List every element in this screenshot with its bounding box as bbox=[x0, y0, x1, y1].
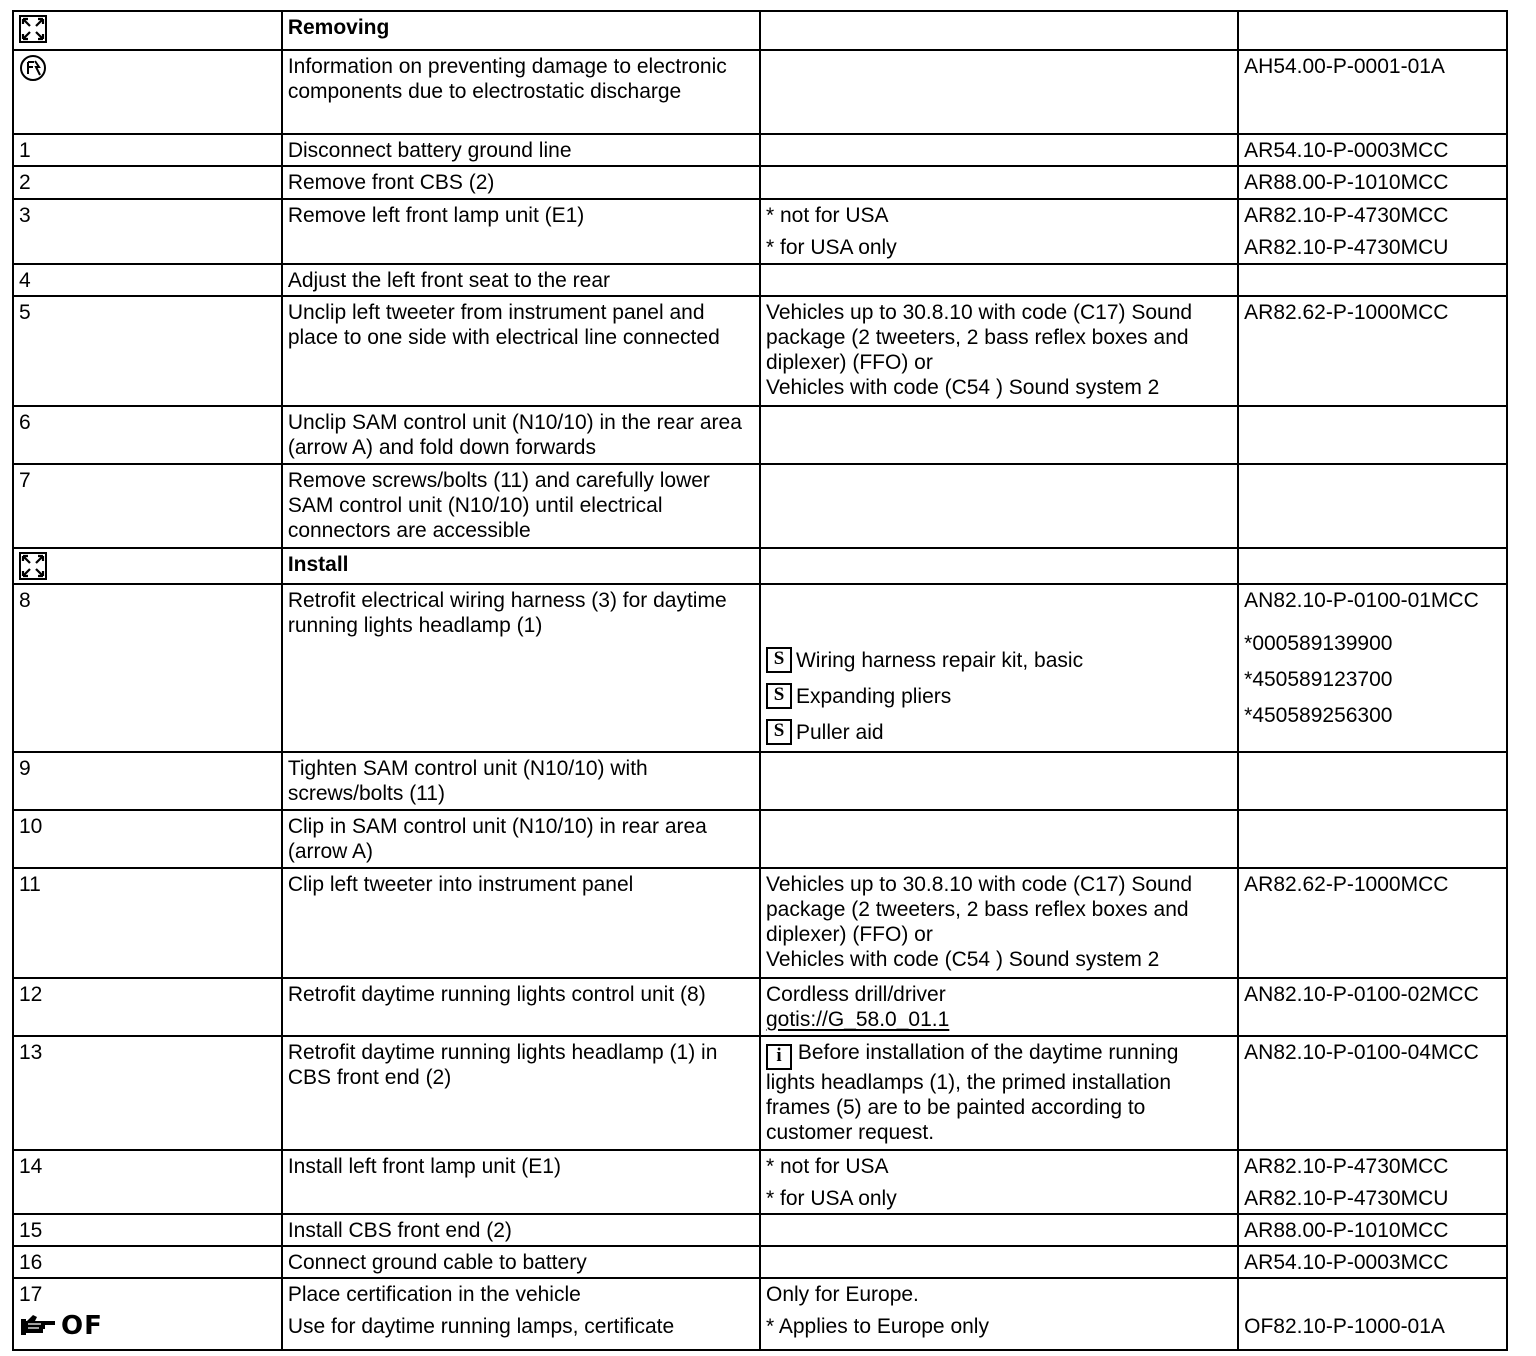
step-note: * not for USA bbox=[765, 1155, 889, 1178]
step-number: 11 bbox=[13, 868, 282, 978]
reference-code[interactable]: AN82.10-P-0100-02MCC bbox=[1238, 978, 1507, 1036]
info-icon: i bbox=[766, 1044, 792, 1070]
tool-item[interactable] bbox=[766, 637, 1232, 673]
step-note: Vehicles with code (C54 ) Sound system 2 bbox=[765, 948, 1160, 971]
step-note: * Applies to Europe only bbox=[765, 1315, 989, 1338]
expand-arrows-icon bbox=[19, 15, 47, 43]
tool-name: Puller aid bbox=[795, 721, 884, 744]
step-number: 13 bbox=[13, 1036, 282, 1150]
step-description: Use for daytime running lamps, certificate bbox=[287, 1315, 675, 1338]
step-note: Vehicles up to 30.8.10 with code (C17) Sound package (2 tweeters, 2 bass reflex boxes and diplexer) (FFO) or bbox=[765, 301, 1193, 374]
step-note: Vehicles with code (C54 ) Sound system 2 bbox=[765, 376, 1160, 399]
reference-code[interactable]: AH54.00-P-0001-01A bbox=[1238, 50, 1507, 134]
section-row-removing bbox=[13, 11, 1507, 50]
reference-code[interactable]: AR54.10-P-0003MCC bbox=[1238, 1246, 1507, 1278]
step-description: Disconnect battery ground line bbox=[282, 134, 760, 166]
step-note: * for USA only bbox=[765, 236, 897, 259]
step-description: Remove left front lamp unit (E1) bbox=[282, 199, 760, 264]
pointing-hand-icon bbox=[19, 1310, 103, 1341]
table-row bbox=[13, 296, 1507, 406]
step-description: Remove front CBS (2) bbox=[282, 166, 760, 199]
table-row bbox=[13, 1246, 1507, 1278]
tool-item[interactable] bbox=[766, 673, 1232, 709]
step-number: 6 bbox=[13, 406, 282, 464]
step-note: * for USA only bbox=[765, 1187, 897, 1210]
step-number: 16 bbox=[13, 1246, 282, 1278]
step-description: Clip in SAM control unit (N10/10) in rear area (arrow A) bbox=[282, 810, 760, 868]
table-row bbox=[13, 584, 1507, 752]
table-row bbox=[13, 166, 1507, 199]
step-note: * not for USA bbox=[765, 204, 889, 227]
step-description: Retrofit daytime running lights headlamp (1) in CBS front end (2) bbox=[282, 1036, 760, 1150]
step-number: 8 bbox=[13, 584, 282, 752]
table-row bbox=[13, 464, 1507, 548]
tool-code[interactable]: *000589139900 bbox=[1244, 632, 1393, 655]
step-number: 10 bbox=[13, 810, 282, 868]
step-description: Remove screws/bolts (11) and carefully lower SAM control unit (N10/10) until electrical connectors are accessible bbox=[282, 464, 760, 548]
section-heading: Install bbox=[282, 548, 760, 584]
table-row bbox=[13, 978, 1507, 1036]
section-icon-cell bbox=[13, 548, 282, 584]
table-row bbox=[13, 264, 1507, 296]
step-number: 2 bbox=[13, 166, 282, 199]
reference-code[interactable]: AN82.10-P-0100-01MCC bbox=[1244, 589, 1479, 612]
tool-code[interactable]: *450589256300 bbox=[1244, 704, 1393, 727]
reference-code[interactable]: AR82.10-P-4730MCC bbox=[1244, 1155, 1449, 1178]
reference-code[interactable]: AR82.62-P-1000MCC bbox=[1238, 868, 1507, 978]
reference-code[interactable]: AN82.10-P-0100-04MCC bbox=[1238, 1036, 1507, 1150]
table-row bbox=[13, 1214, 1507, 1246]
table-row bbox=[13, 1036, 1507, 1150]
step-number: 17 bbox=[19, 1283, 43, 1306]
reference-code[interactable]: OF82.10-P-1000-01A bbox=[1244, 1315, 1445, 1338]
step-description: Tighten SAM control unit (N10/10) with screws/bolts (11) bbox=[282, 752, 760, 810]
step-description: Install CBS front end (2) bbox=[282, 1214, 760, 1246]
reference-code[interactable]: AR88.00-P-1010MCC bbox=[1238, 1214, 1507, 1246]
table-row bbox=[13, 752, 1507, 810]
table-row bbox=[13, 868, 1507, 978]
gotis-link[interactable]: gotis://G_58.0_01.1 bbox=[765, 1008, 950, 1031]
step-description: Retrofit daytime running lights control unit (8) bbox=[282, 978, 760, 1036]
reference-code[interactable]: AR54.10-P-0003MCC bbox=[1238, 134, 1507, 166]
table-row bbox=[13, 406, 1507, 464]
step-description: Unclip left tweeter from instrument panel and place to one side with electrical line connected bbox=[282, 296, 760, 406]
step-number: 12 bbox=[13, 978, 282, 1036]
step-number: 15 bbox=[13, 1214, 282, 1246]
step-number: 5 bbox=[13, 296, 282, 406]
table-row-esd bbox=[13, 50, 1507, 134]
step-description: Adjust the left front seat to the rear bbox=[282, 264, 760, 296]
expand-arrows-icon bbox=[19, 552, 47, 580]
step-description: Retrofit electrical wiring harness (3) for daytime running lights headlamp (1) bbox=[282, 584, 760, 752]
table-row bbox=[13, 134, 1507, 166]
step-description: Place certification in the vehicle bbox=[287, 1283, 581, 1306]
tool-name: Wiring harness repair kit, basic bbox=[795, 649, 1084, 672]
info-note: Before installation of the daytime running lights headlamps (1), the primed installation frames (5) are to be painted according to customer request. bbox=[765, 1041, 1179, 1144]
step-number: 7 bbox=[13, 464, 282, 548]
step-description: Unclip SAM control unit (N10/10) in the rear area (arrow A) and fold down forwards bbox=[282, 406, 760, 464]
step-number: 14 bbox=[13, 1150, 282, 1214]
section-icon-cell bbox=[13, 11, 282, 50]
special-tool-icon: S bbox=[766, 647, 792, 673]
hand-pointer-glyph bbox=[19, 1313, 59, 1339]
table-row bbox=[13, 199, 1507, 264]
reference-code[interactable]: AR88.00-P-1010MCC bbox=[1238, 166, 1507, 199]
step-description: Install left front lamp unit (E1) bbox=[282, 1150, 760, 1214]
step-description: Connect ground cable to battery bbox=[282, 1246, 760, 1278]
special-tool-icon: S bbox=[766, 683, 792, 709]
step-number: 4 bbox=[13, 264, 282, 296]
step-note: Cordless drill/driver bbox=[765, 983, 946, 1006]
tool-item[interactable] bbox=[766, 709, 1232, 745]
repair-procedure-table bbox=[12, 10, 1508, 1351]
step-description: Clip left tweeter into instrument panel bbox=[282, 868, 760, 978]
step-number: 9 bbox=[13, 752, 282, 810]
static-warning-icon bbox=[19, 54, 47, 82]
step-note: Only for Europe. bbox=[765, 1283, 919, 1306]
table-row bbox=[13, 810, 1507, 868]
table-row bbox=[13, 1150, 1507, 1214]
step-note: Vehicles up to 30.8.10 with code (C17) Sound package (2 tweeters, 2 bass reflex boxes and diplexer) (FFO) or bbox=[765, 873, 1193, 946]
step-number: 1 bbox=[13, 134, 282, 166]
step-number: 3 bbox=[13, 199, 282, 264]
step-description: Information on preventing damage to electronic components due to electrostatic discharge bbox=[282, 50, 760, 134]
of-label: OF bbox=[61, 1310, 103, 1341]
table-row bbox=[13, 1278, 1507, 1350]
tool-name: Expanding pliers bbox=[795, 685, 952, 708]
reference-code[interactable]: AR82.62-P-1000MCC bbox=[1238, 296, 1507, 406]
section-row-install bbox=[13, 548, 1507, 584]
section-heading: Removing bbox=[282, 11, 760, 50]
special-tool-icon: S bbox=[766, 719, 792, 745]
reference-code[interactable]: AR82.10-P-4730MCC bbox=[1244, 204, 1449, 227]
tool-code[interactable]: *450589123700 bbox=[1244, 668, 1393, 691]
reference-code[interactable]: AR82.10-P-4730MCU bbox=[1244, 1187, 1449, 1210]
reference-code[interactable]: AR82.10-P-4730MCU bbox=[1244, 236, 1449, 259]
